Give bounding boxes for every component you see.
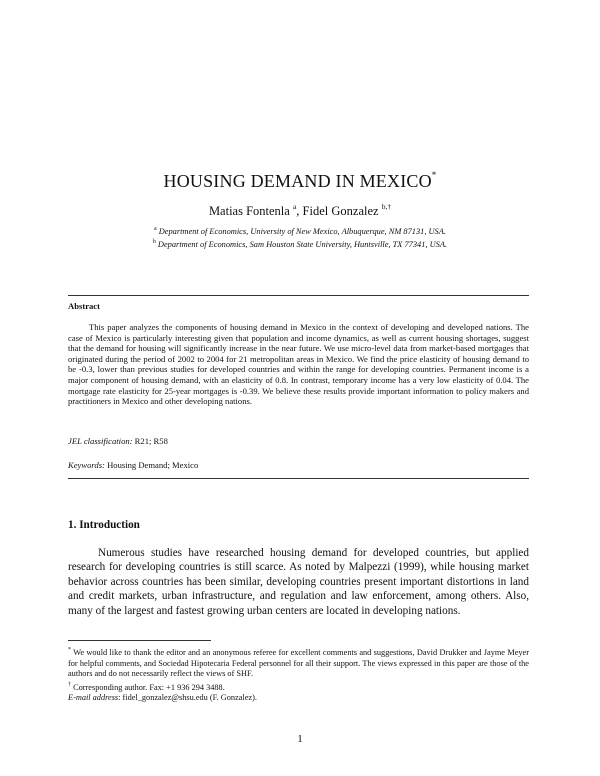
jel-label: JEL classification: [68, 436, 133, 446]
jel-classification [68, 436, 168, 446]
abstract-top-rule [68, 295, 529, 296]
footnote-email [68, 693, 529, 704]
affiliation-mark: b [152, 239, 156, 245]
abstract-paragraph: This paper analyzes the components of housing demand in Mexico in the context of developing and developed nations. The case of Mexico is particularly interesting given that population and income dynamics, as well as current housing shortages, suggest that the demand for housing will significantly increase in the near future. We use micro-level data from market-based mortgages that originated during the period of 2002 to 2004 for 21 metropolitan areas in Mexico. We find the price elasticity of housing demand to be -0.3, lower than previous studies for developed countries and within the range for developing countries. Permanent income is a major component of housing demand, with an elasticity of 0.8. In contrast, temporary income has a very low elasticity of 0.04. The mortgage rate elasticity for 25-year mortgages is -0.39. We believe these results provide important information to policy makers and practitioners in Mexico and other developing nations. [68, 322, 529, 407]
affiliation-mark: a [154, 226, 157, 232]
author-list [0, 202, 600, 219]
email-label: E-mail address [68, 693, 119, 703]
footnote-dagger-mark: † [68, 681, 71, 688]
author-affiliation-mark: a [292, 202, 297, 211]
abstract-heading: Abstract [68, 301, 100, 311]
affiliation-text: Department of Economics, University of New Mexico, Albuquerque, NM 87131, USA. [158, 227, 446, 236]
title-footnote-mark: * [431, 170, 437, 180]
footnote-acknowledgements-text: We would like to thank the editor and an anonymous referee for excellent comments and suggestions, David Drukker and Jayme Meyer for helpful comments, and Sociedad Hipotecaria Federal personnel for all their support. The views expressed in this paper are those of the authors and do not necessarily reflect the views of SHF. [68, 648, 529, 679]
footnote-rule [68, 640, 211, 641]
footnote-star-mark: * [68, 647, 71, 653]
author-affiliation-mark: b,† [381, 202, 392, 211]
paper-title [0, 170, 600, 192]
jel-codes: R21; R58 [132, 436, 168, 446]
affiliation-text: Department of Economics, Sam Houston State University, Huntsville, TX 77341, USA. [157, 240, 448, 249]
abstract-body [68, 322, 529, 407]
email-value: : fidel_gonzalez@shsu.edu (F. Gonzalez). [118, 693, 257, 703]
author-name: Matias Fontenla [208, 204, 290, 218]
abstract-bottom-rule [68, 478, 529, 479]
introduction-paragraph: Numerous studies have researched housing demand for developed countries, but applied research for developing countries is still scarce. As noted by Malpezzi (1999), while housing market behavior across countries has been similar, developing countries present important distortions in land and credit markets, urban infrastructure, and regulation and law enforcement, among others. Also, many of the largest and fastest growing urban centers are located in developing nations. [68, 547, 529, 617]
page-number: 1 [297, 733, 303, 745]
affiliation-b [0, 239, 600, 249]
author-name: Fidel Gonzalez [302, 204, 379, 218]
paper-title-text: HOUSING DEMAND IN MEXICO [163, 171, 432, 191]
introduction-body [68, 546, 529, 618]
affiliation-a [0, 226, 600, 236]
section-heading-introduction: 1. Introduction [68, 519, 140, 531]
author-separator: , [296, 204, 303, 218]
keywords-value: Housing Demand; Mexico [104, 460, 199, 470]
keywords [68, 460, 198, 470]
footnote-corresponding-text: Corresponding author. Fax: +1 936 294 3488. [71, 682, 225, 692]
footnote-acknowledgements [68, 645, 529, 680]
footnotes [68, 645, 529, 704]
keywords-label: Keywords: [68, 460, 105, 470]
footnote-corresponding-author [68, 680, 529, 694]
